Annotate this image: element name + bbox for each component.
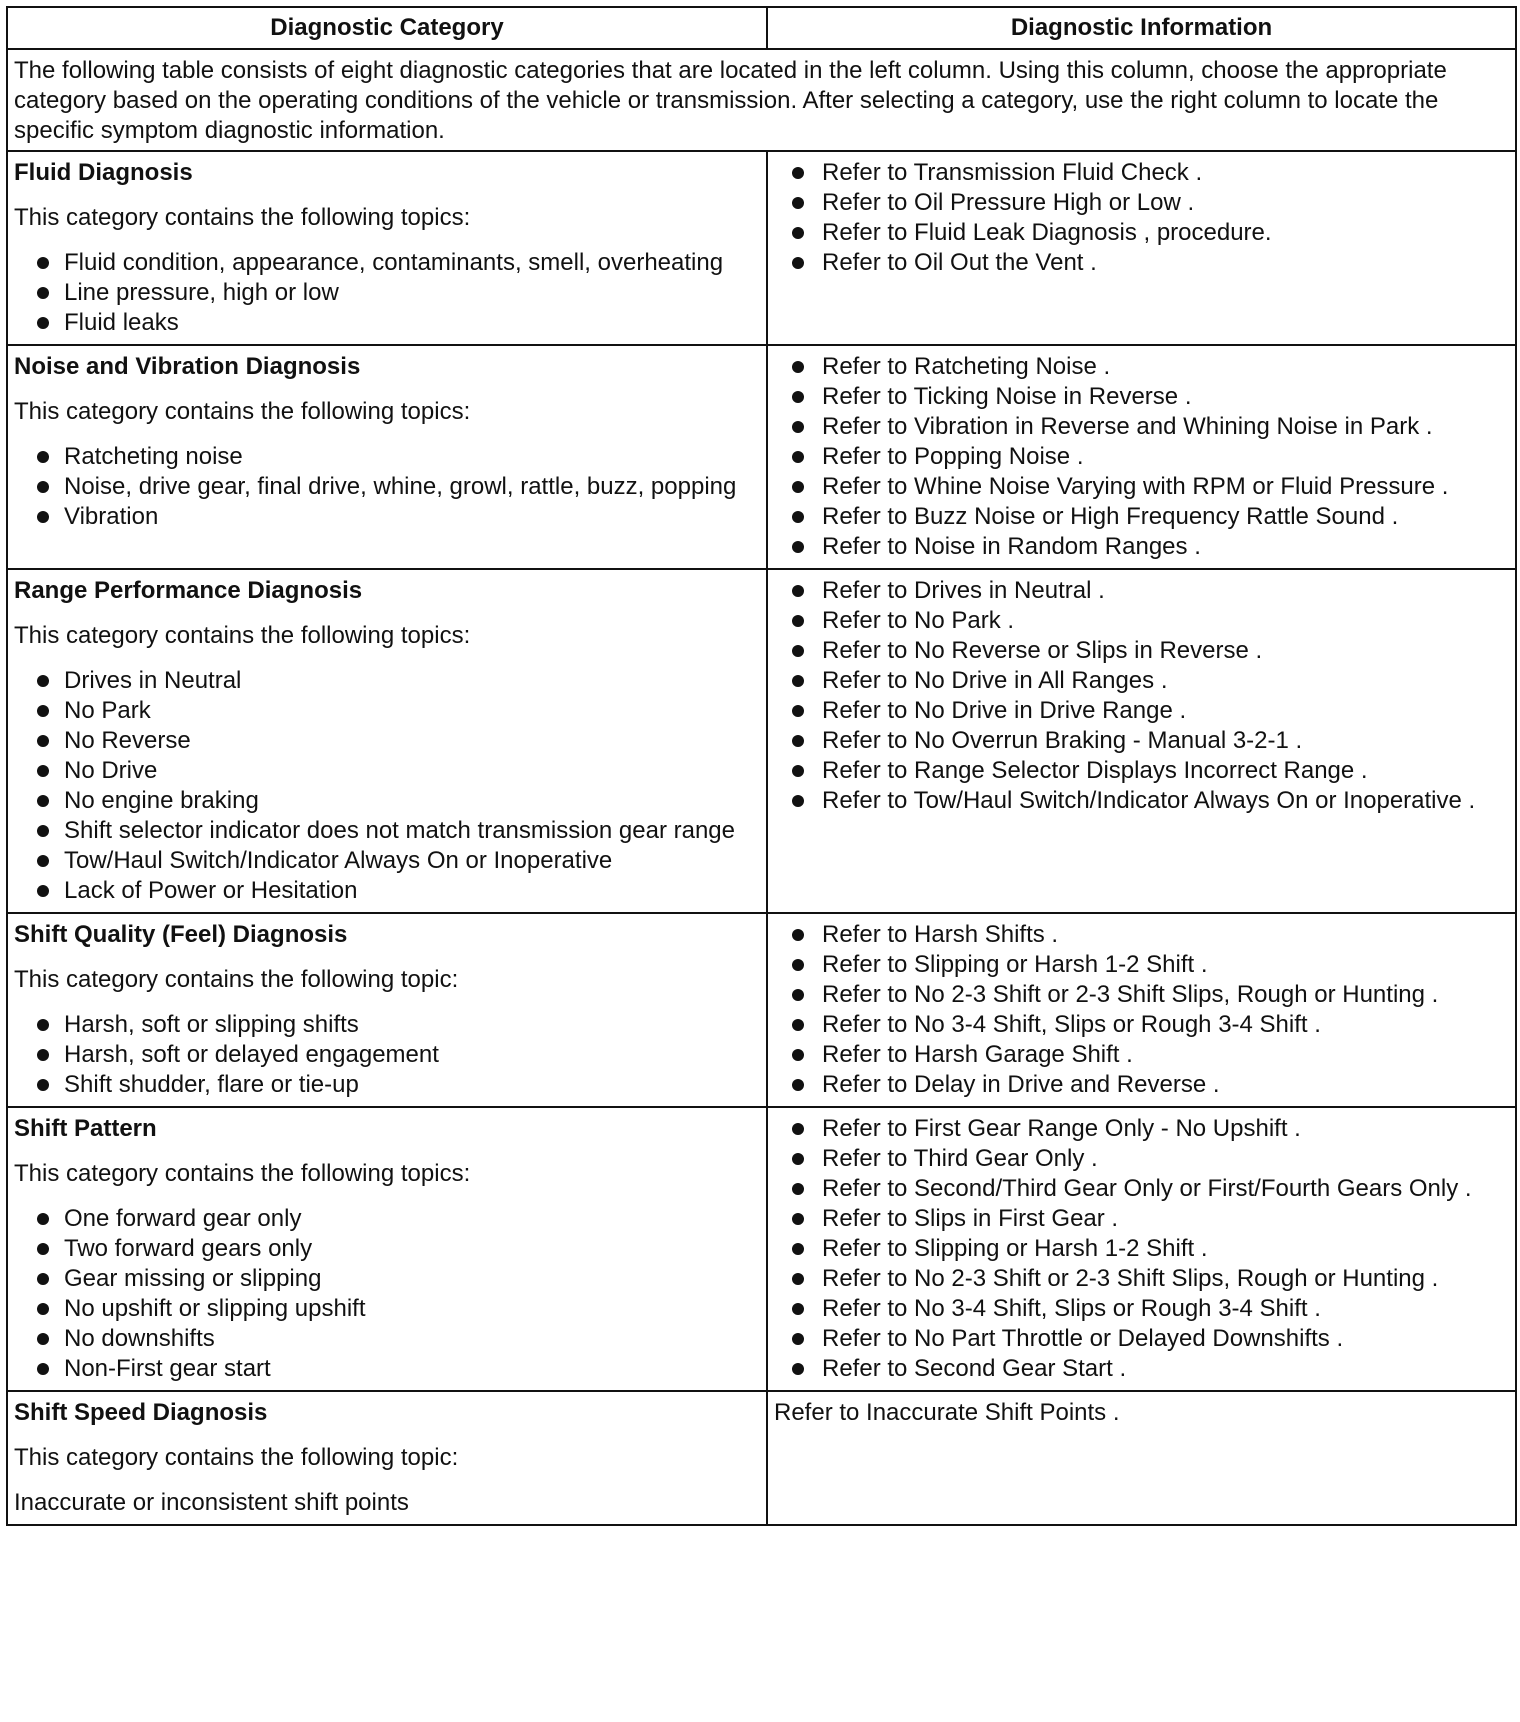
topic-item: No Reverse (14, 726, 760, 756)
header-diagnostic-information: Diagnostic Information (767, 7, 1516, 49)
topic-item: Vibration (14, 502, 760, 532)
reference-item: Refer to No 2-3 Shift or 2-3 Shift Slips, Rough or Hunting . (774, 1264, 1509, 1294)
topic-item: Noise, drive gear, final drive, whine, growl, rattle, buzz, popping (14, 472, 760, 502)
reference-text: Refer to Inaccurate Shift Points . (774, 1399, 1120, 1426)
category-title: Shift Speed Diagnosis (14, 1399, 268, 1426)
reference-item: Refer to No 2-3 Shift or 2-3 Shift Slips, Rough or Hunting . (774, 980, 1509, 1010)
reference-item: Refer to No Drive in All Ranges . (774, 666, 1509, 696)
topic-item: Ratcheting noise (14, 442, 760, 472)
reference-item: Refer to Oil Out the Vent . (774, 248, 1509, 278)
category-title: Shift Quality (Feel) Diagnosis (14, 921, 348, 948)
reference-list (774, 920, 1509, 1100)
information-cell (767, 913, 1516, 1107)
table-row (7, 345, 1516, 569)
reference-item: Refer to Slipping or Harsh 1-2 Shift . (774, 950, 1509, 980)
reference-list (774, 352, 1509, 562)
table-row (7, 913, 1516, 1107)
table-row (7, 1391, 1516, 1525)
category-cell (7, 151, 767, 345)
reference-item: Refer to Harsh Shifts . (774, 920, 1509, 950)
diagnostic-table (6, 6, 1517, 1526)
category-cell (7, 1391, 767, 1525)
reference-item: Refer to First Gear Range Only - No Upshift . (774, 1114, 1509, 1144)
reference-item: Refer to Ratcheting Noise . (774, 352, 1509, 382)
reference-item: Refer to Second Gear Start . (774, 1354, 1509, 1384)
table-row (7, 569, 1516, 913)
reference-item: Refer to Noise in Random Ranges . (774, 532, 1509, 562)
category-cell (7, 345, 767, 569)
topic-item: Lack of Power or Hesitation (14, 876, 760, 906)
table-row (7, 151, 1516, 345)
reference-item: Refer to Range Selector Displays Incorrect Range . (774, 756, 1509, 786)
topic-item: Harsh, soft or delayed engagement (14, 1040, 760, 1070)
category-title: Shift Pattern (14, 1115, 157, 1142)
reference-item: Refer to Delay in Drive and Reverse . (774, 1070, 1509, 1100)
reference-item: Refer to No Park . (774, 606, 1509, 636)
category-description: This category contains the following topic: (14, 1444, 459, 1471)
reference-item: Refer to Popping Noise . (774, 442, 1509, 472)
topic-item: Gear missing or slipping (14, 1264, 760, 1294)
topic-list (14, 248, 760, 338)
category-cell (7, 1107, 767, 1391)
category-description: This category contains the following topics: (14, 204, 471, 231)
reference-item: Refer to No 3-4 Shift, Slips or Rough 3-4 Shift . (774, 1294, 1509, 1324)
topic-list (14, 1204, 760, 1384)
category-description: This category contains the following topics: (14, 398, 471, 425)
reference-item: Refer to Oil Pressure High or Low . (774, 188, 1509, 218)
reference-item: Refer to Fluid Leak Diagnosis , procedure. (774, 218, 1509, 248)
topic-item: No downshifts (14, 1324, 760, 1354)
information-cell (767, 345, 1516, 569)
topic-item: Shift shudder, flare or tie-up (14, 1070, 760, 1100)
reference-item: Refer to No 3-4 Shift, Slips or Rough 3-4 Shift . (774, 1010, 1509, 1040)
topic-item: Non-First gear start (14, 1354, 760, 1384)
reference-item: Refer to Transmission Fluid Check . (774, 158, 1509, 188)
topic-item: No upshift or slipping upshift (14, 1294, 760, 1324)
topic-item: Line pressure, high or low (14, 278, 760, 308)
reference-item: Refer to No Overrun Braking - Manual 3-2-1 . (774, 726, 1509, 756)
information-cell (767, 1107, 1516, 1391)
topic-item: Harsh, soft or slipping shifts (14, 1010, 760, 1040)
topic-list (14, 1010, 760, 1100)
topic-list (14, 442, 760, 532)
topic-item: Drives in Neutral (14, 666, 760, 696)
category-cell (7, 569, 767, 913)
category-title: Range Performance Diagnosis (14, 577, 363, 604)
table-row (7, 1107, 1516, 1391)
reference-item: Refer to Vibration in Reverse and Whining Noise in Park . (774, 412, 1509, 442)
intro-text: The following table consists of eight diagnostic categories that are located in the left column. Using this column, choose the appropriate category based on the operating conditions of the vehicle or transmission. After selecting a category, use the right column to locate the specific symptom diagnostic information. (7, 49, 1516, 151)
category-description: This category contains the following topics: (14, 1160, 471, 1187)
topic-item: Two forward gears only (14, 1234, 760, 1264)
topic-item: No Park (14, 696, 760, 726)
reference-item: Refer to Slips in First Gear . (774, 1204, 1509, 1234)
reference-item: Refer to No Reverse or Slips in Reverse . (774, 636, 1509, 666)
reference-item: Refer to No Drive in Drive Range . (774, 696, 1509, 726)
reference-item: Refer to Slipping or Harsh 1-2 Shift . (774, 1234, 1509, 1264)
reference-list (774, 576, 1509, 816)
category-title: Fluid Diagnosis (14, 159, 193, 186)
topic-text: Inaccurate or inconsistent shift points (14, 1489, 409, 1516)
reference-item: Refer to Ticking Noise in Reverse . (774, 382, 1509, 412)
topic-list (14, 666, 760, 906)
reference-item: Refer to No Part Throttle or Delayed Downshifts . (774, 1324, 1509, 1354)
category-title: Noise and Vibration Diagnosis (14, 353, 361, 380)
reference-item: Refer to Third Gear Only . (774, 1144, 1509, 1174)
category-description: This category contains the following topics: (14, 622, 471, 649)
topic-item: One forward gear only (14, 1204, 760, 1234)
topic-item: Fluid leaks (14, 308, 760, 338)
category-description: This category contains the following topic: (14, 966, 459, 993)
reference-item: Refer to Buzz Noise or High Frequency Rattle Sound . (774, 502, 1509, 532)
reference-list (774, 1114, 1509, 1384)
reference-list (774, 158, 1509, 278)
information-cell (767, 569, 1516, 913)
topic-item: No Drive (14, 756, 760, 786)
information-cell (767, 151, 1516, 345)
topic-item: Fluid condition, appearance, contaminants, smell, overheating (14, 248, 760, 278)
reference-item: Refer to Second/Third Gear Only or First/Fourth Gears Only . (774, 1174, 1509, 1204)
topic-item: Shift selector indicator does not match transmission gear range (14, 816, 760, 846)
reference-item: Refer to Whine Noise Varying with RPM or Fluid Pressure . (774, 472, 1509, 502)
information-cell (767, 1391, 1516, 1525)
intro-row (7, 49, 1516, 151)
reference-item: Refer to Harsh Garage Shift . (774, 1040, 1509, 1070)
category-cell (7, 913, 767, 1107)
reference-item: Refer to Tow/Haul Switch/Indicator Always On or Inoperative . (774, 786, 1509, 816)
reference-item: Refer to Drives in Neutral . (774, 576, 1509, 606)
table-header-row (7, 7, 1516, 49)
header-diagnostic-category: Diagnostic Category (7, 7, 767, 49)
topic-item: Tow/Haul Switch/Indicator Always On or Inoperative (14, 846, 760, 876)
topic-item: No engine braking (14, 786, 760, 816)
